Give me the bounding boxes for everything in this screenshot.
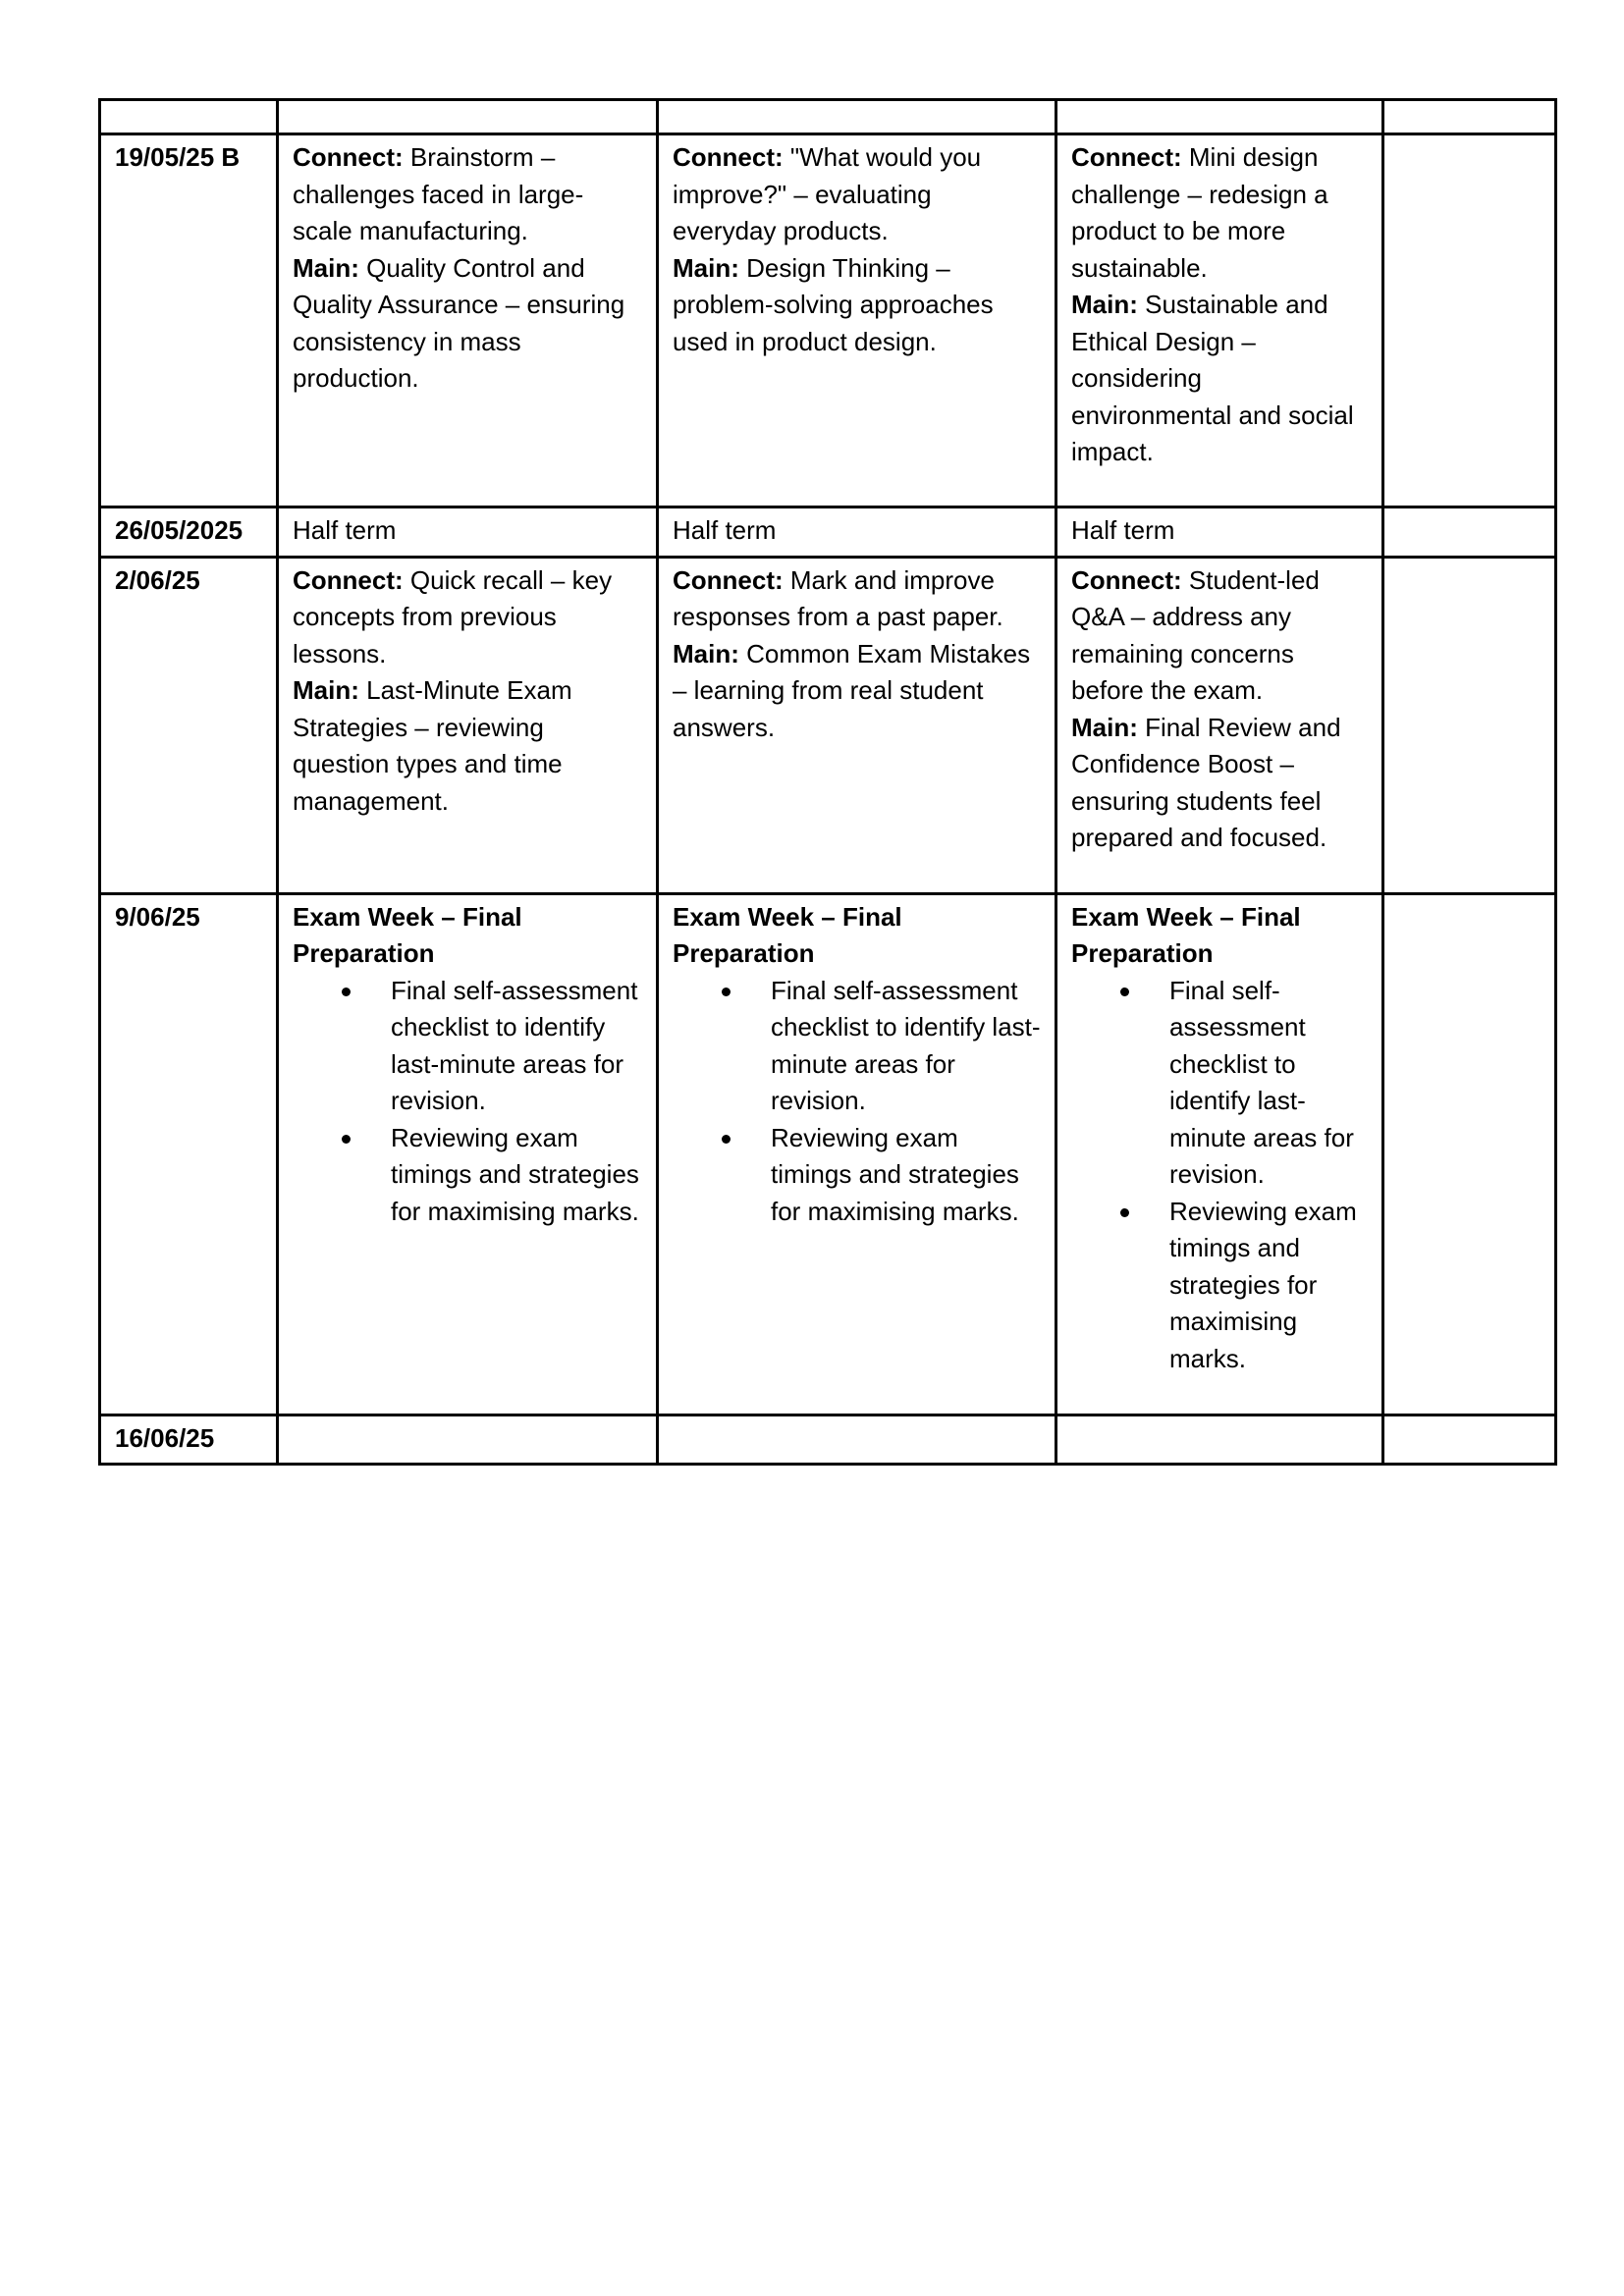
empty-cell (1383, 1415, 1556, 1465)
main-label: Main: (673, 252, 739, 283)
bullet-icon (722, 1135, 731, 1144)
list-item (771, 973, 1041, 1120)
main-text: Quality Control and Quality Assurance – ensuring consistency in mass production. (293, 252, 625, 393)
week-date: 16/06/25 (115, 1422, 215, 1453)
lesson-cell (1056, 507, 1383, 558)
empty-cell (1383, 557, 1556, 893)
table-header-row (100, 100, 1556, 134)
bullet-icon (722, 988, 731, 996)
connect-text: "What would you improve?" – evaluating everyday products. (673, 142, 982, 245)
bullet-icon (1120, 988, 1129, 996)
list-item-text: Reviewing exam timings and strategies for maximising marks. (771, 1122, 1019, 1226)
connect-label: Connect: (673, 142, 784, 172)
bullet-list (1071, 973, 1368, 1378)
bullet-list (673, 973, 1041, 1231)
main-text: Final Review and Confidence Boost – ensuring students feel prepared and focused. (1071, 712, 1341, 852)
connect-text: Quick recall – key concepts from previous lessons. (293, 564, 613, 668)
table-row (100, 557, 1556, 893)
empty-cell (1383, 893, 1556, 1415)
header-cell (100, 100, 278, 134)
connect-label: Connect: (293, 142, 404, 172)
list-item-text: Final self-assessment checklist to identify last-minute areas for revision. (771, 975, 1041, 1115)
lesson-cell (278, 893, 658, 1415)
empty-cell (1383, 134, 1556, 507)
lesson-cell (278, 557, 658, 893)
exam-week-heading: Exam Week – Final Preparation (1071, 901, 1301, 968)
list-item-text: Reviewing exam timings and strategies for maximising marks. (391, 1122, 639, 1226)
week-date: 2/06/25 (115, 564, 200, 595)
main-text: Design Thinking – problem-solving approaches used in product design. (673, 252, 994, 356)
list-item-text: Final self-assessment checklist to identify last-minute areas for revision. (1169, 975, 1354, 1189)
list-item (391, 1120, 642, 1231)
lesson-cell (658, 134, 1056, 507)
table-row (100, 507, 1556, 558)
main-label: Main: (293, 675, 359, 705)
lesson-cell (278, 1415, 658, 1465)
bullet-icon (342, 988, 351, 996)
connect-label: Connect: (673, 564, 784, 595)
lesson-cell (658, 557, 1056, 893)
main-label: Main: (1071, 712, 1138, 742)
list-item (1169, 973, 1368, 1194)
table-row (100, 134, 1556, 507)
empty-cell (1383, 507, 1556, 558)
lesson-cell (658, 1415, 1056, 1465)
table-row (100, 1415, 1556, 1465)
lesson-cell (658, 507, 1056, 558)
connect-text: Brainstorm – challenges faced in large-scale manufacturing. (293, 142, 584, 245)
half-term-text: Half term (1071, 515, 1175, 545)
header-cell (1056, 100, 1383, 134)
connect-text: Student-led Q&A – address any remaining concerns before the exam. (1071, 564, 1320, 705)
table-row (100, 893, 1556, 1415)
main-text: Sustainable and Ethical Design – considering environmental and social impact. (1071, 290, 1354, 466)
connect-label: Connect: (1071, 142, 1182, 172)
main-label: Main: (673, 638, 739, 668)
main-label: Main: (1071, 290, 1138, 319)
list-item-text: Reviewing exam timings and strategies for maximising marks. (1169, 1196, 1357, 1373)
week-date: 19/05/25 B (115, 142, 241, 172)
lesson-cell (1056, 134, 1383, 507)
week-date-cell (100, 134, 278, 507)
list-item-text: Final self-assessment checklist to identify last-minute areas for revision. (391, 975, 638, 1115)
header-cell (278, 100, 658, 134)
lesson-cell (658, 893, 1056, 1415)
lesson-cell (278, 507, 658, 558)
week-date: 26/05/2025 (115, 515, 244, 545)
week-date-cell (100, 1415, 278, 1465)
bullet-icon (1120, 1208, 1129, 1217)
connect-text: Mark and improve responses from a past paper. (673, 564, 1003, 631)
list-item (391, 973, 642, 1120)
lesson-cell (1056, 1415, 1383, 1465)
exam-week-heading: Exam Week – Final Preparation (673, 901, 902, 968)
lesson-cell (1056, 557, 1383, 893)
lesson-cell (1056, 893, 1383, 1415)
header-cell (658, 100, 1056, 134)
header-cell (1383, 100, 1556, 134)
main-label: Main: (293, 252, 359, 283)
week-date-cell (100, 893, 278, 1415)
main-text: Last-Minute Exam Strategies – reviewing question types and time management. (293, 675, 572, 816)
scheme-of-work-table (98, 98, 1557, 1466)
lesson-cell (278, 134, 658, 507)
connect-label: Connect: (293, 564, 404, 595)
list-item (1169, 1194, 1368, 1378)
connect-text: Mini design challenge – redesign a product to be more sustainable. (1071, 142, 1328, 283)
half-term-text: Half term (673, 515, 777, 545)
week-date-cell (100, 507, 278, 558)
week-date: 9/06/25 (115, 901, 200, 932)
half-term-text: Half term (293, 515, 397, 545)
bullet-list (293, 973, 642, 1231)
bullet-icon (342, 1135, 351, 1144)
main-text: Common Exam Mistakes – learning from real student answers. (673, 638, 1031, 742)
list-item (771, 1120, 1041, 1231)
week-date-cell (100, 557, 278, 893)
connect-label: Connect: (1071, 564, 1182, 595)
exam-week-heading: Exam Week – Final Preparation (293, 901, 522, 968)
